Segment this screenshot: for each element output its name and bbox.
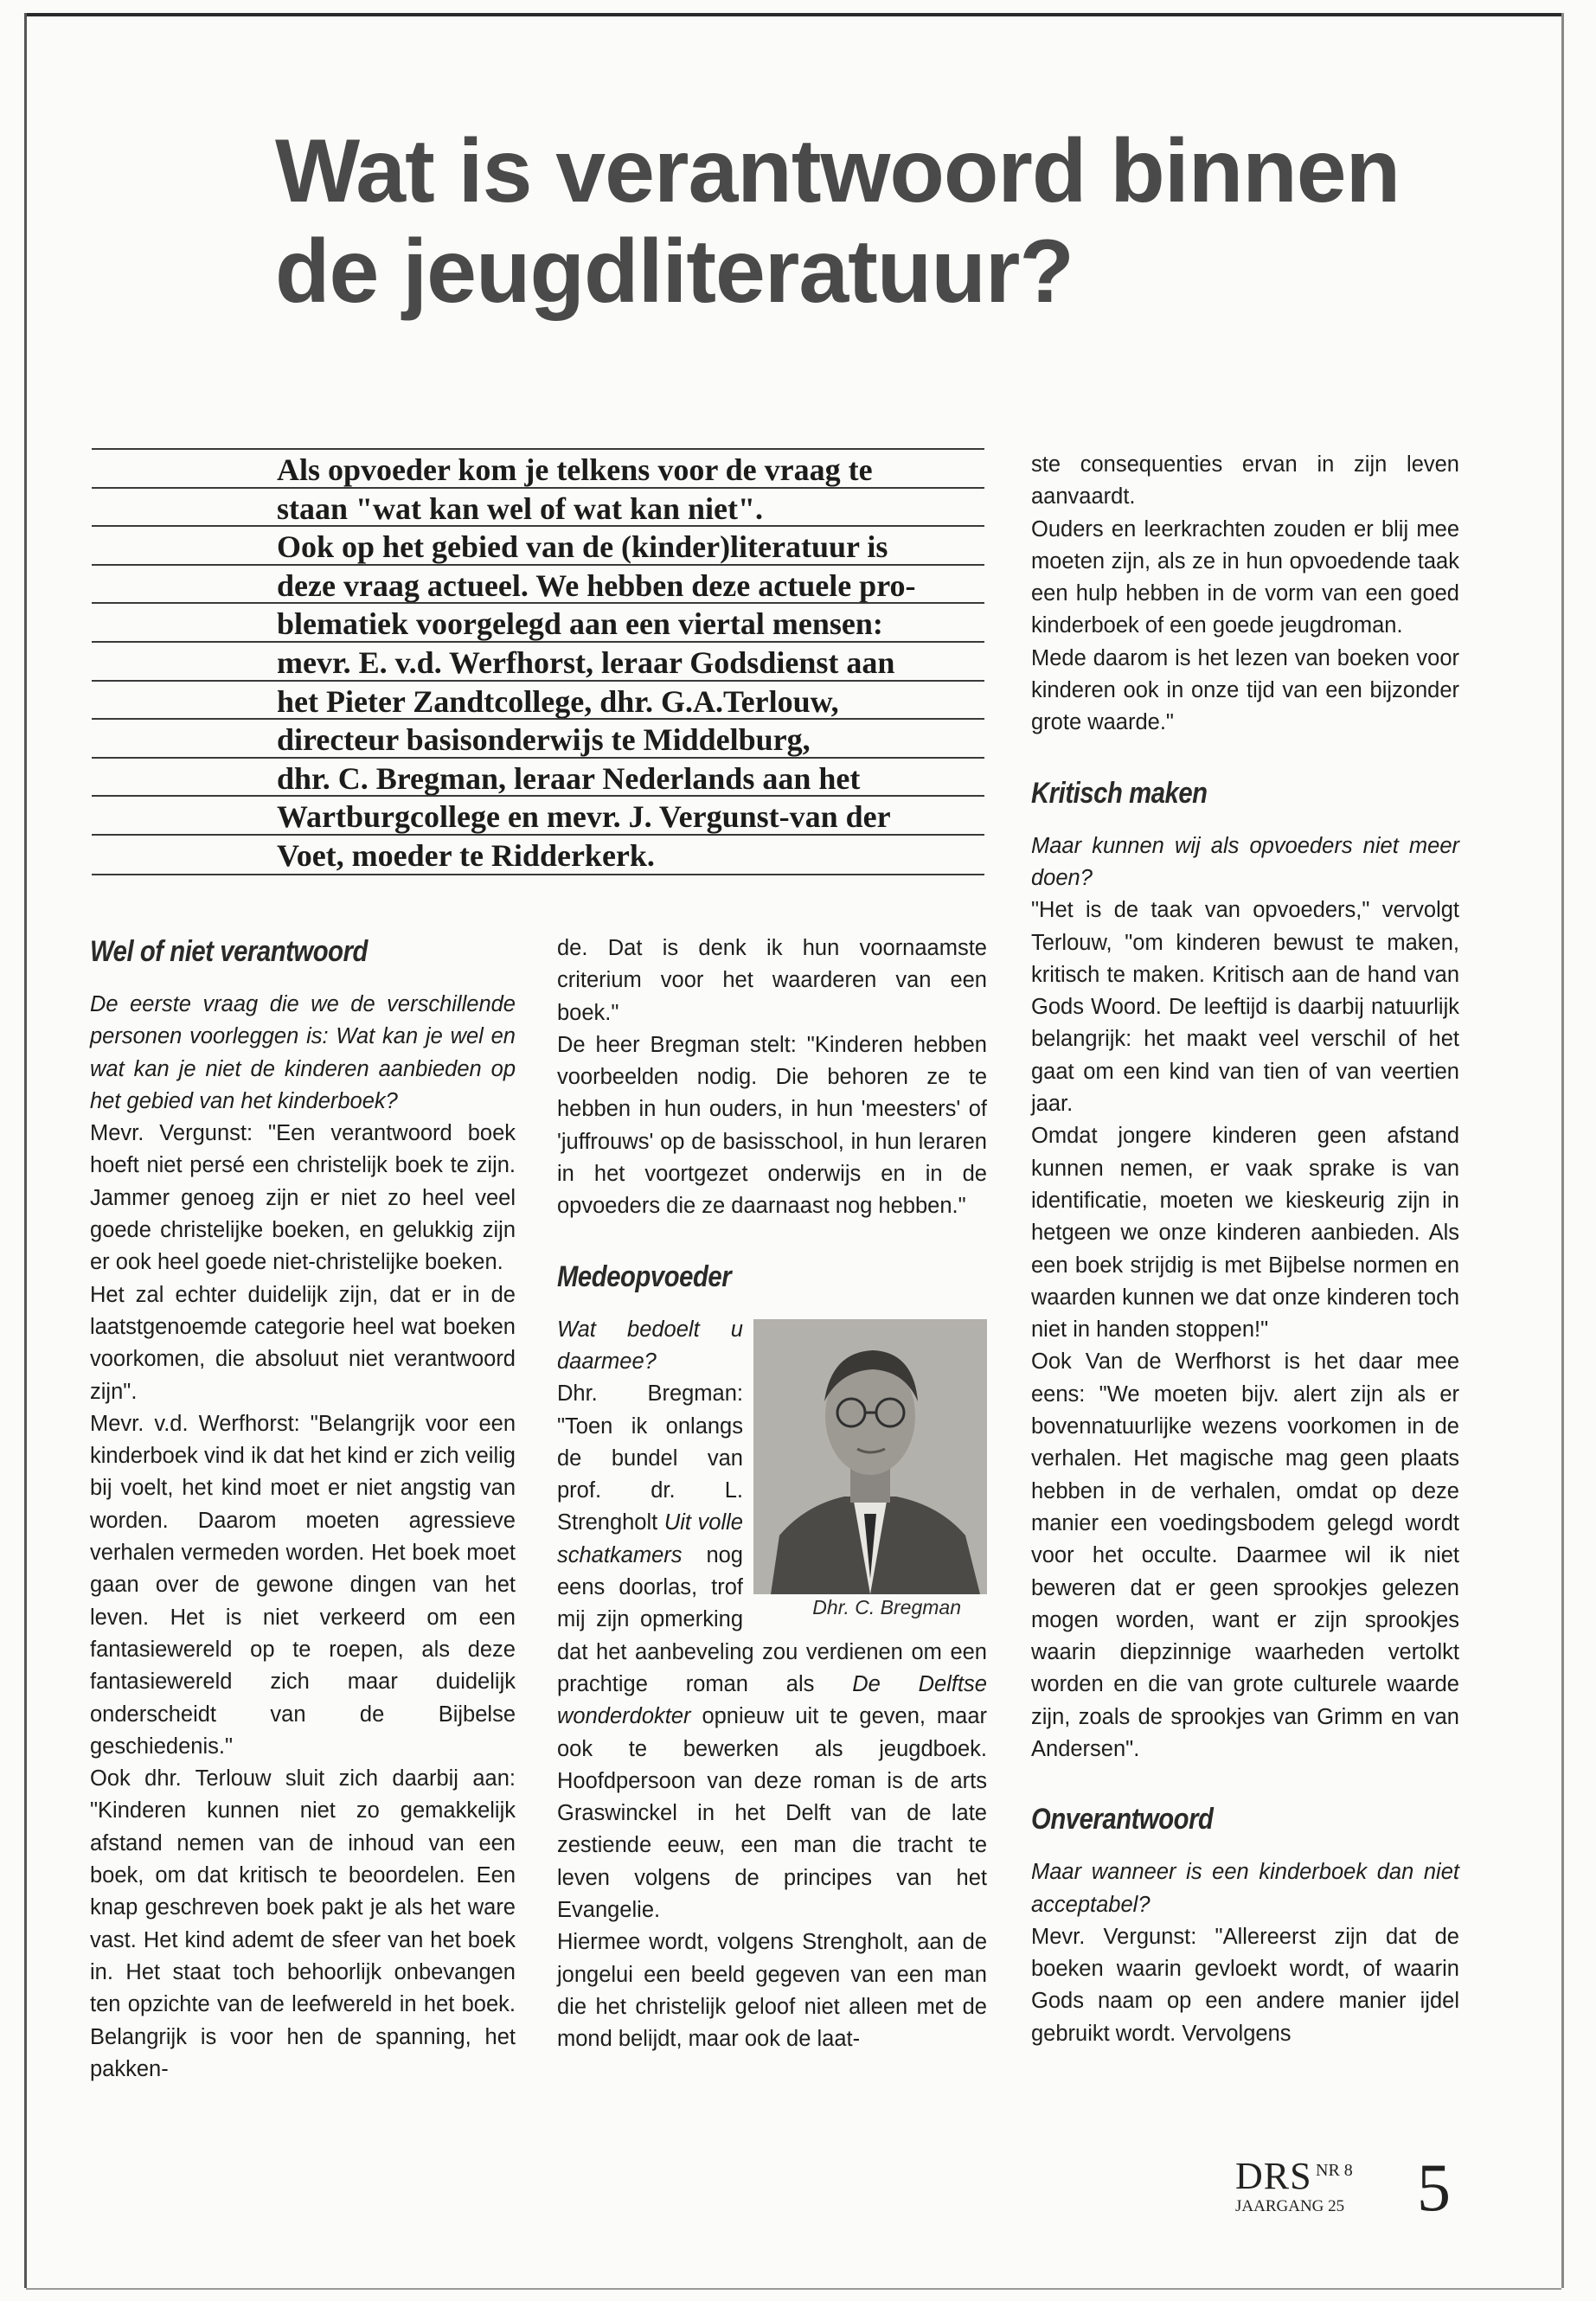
page-number: 5 — [1417, 2150, 1451, 2225]
volume-label: JAARGANG 25 — [1235, 2197, 1345, 2215]
book-title: De Delftse wonderdokter — [557, 1671, 987, 1729]
body-paragraph: Ouders en leerkrachten zouden er blij mee moeten zijn, als ze in hun opvoedende taak een hulp hebben in de vorm van een goed kinderboek of een goede jeugdroman. — [1031, 516, 1459, 638]
body-paragraph: Ook dhr. Terlouw sluit zich daarbij aan: "Kinderen kunnen niet zo gemakkelijk afstand nemen van de inhoud van een boek, om dat kritisch te beoordelen. Een knap geschreven boek pakt je als het ware vast. Het kind ademt de sfeer van het boek in. Het staat toch behoorlijk onbevangen ten opzichte van de leefwereld in het boek. Belangrijk is voor hen de spanning, het pakken- — [90, 1766, 516, 2081]
intro-line: Ook op het gebied van de (kinder)literatuur is — [92, 525, 984, 564]
body-paragraph: Ook Van de Werfhorst is het daar mee eens: "We moeten bijv. alert zijn als er bovennatuurlijke wezens voorkomen in de verhalen. Het magische mag geen plaats hebben in de verhalen, omdat op deze manier een voedingsbodem gelegd wordt voor het occulte. Daarmee wil ik niet beweren dat er geen sprookjes gelezen mogen worden, want er zijn sprookjes waarin diepzinnige waarheden vertolkt worden en die van grote culturele waarde zijn, zoals de sprookjes van Grimm en van Andersen". — [1031, 1349, 1459, 1761]
interview-question: Wat bedoelt u daarmee? — [557, 1317, 743, 1374]
section-heading-medeopvoeder: Medeopvoeder — [557, 1259, 732, 1293]
body-paragraph: Mevr. v.d. Werfhorst: "Belangrijk voor een kinderboek vind ik dat het kind er zich veilig bij voelt, het kind moet er niet angstig van worden. Daarom moeten agressieve verhalen vermeden worden. Het boek moet gaan over de gewone dingen van het leven. Het is niet verkeerd om een fantasiewereld op te roepen, als deze fantasiewereld zich maar duidelijk onderscheidt van de Bijbelse geschiedenis." — [90, 1411, 516, 1759]
intro-line: Voet, moeder te Ridderkerk. — [92, 834, 984, 875]
portrait-figure — [753, 1319, 987, 1620]
body-paragraph: de. Dat is denk ik hun voornaamste criterium voor het waarderen van een boek." — [557, 936, 987, 1025]
intro-line: staan "wat kan wel of wat kan niet". — [92, 487, 984, 526]
section-heading-wel-of-niet: Wel of niet verantwoord — [90, 935, 368, 968]
column-3 — [1031, 449, 1459, 2050]
text-run: nog eens doorlas, trof mij zijn opmerking dat het aanbeveling zou verdienen om een prachtige roman als — [557, 1542, 987, 1696]
body-paragraph: Mevr. Vergunst: "Allereerst zijn dat de boeken waarin gevloekt wordt, of waarin Gods naam op een andere manier ijdel gebruikt wordt. Vervolgens — [1031, 1924, 1459, 2046]
column-2 — [557, 933, 987, 2056]
article-headline — [275, 121, 1521, 323]
text-run: opnieuw uit te geven, maar ook te bewerken als jeugdboek. Hoofdpersoon van deze roman is de arts Graswinckel in het Delft van de late zestiende eeuw, een man die tracht te leven volgens de principes van het Evangelie. — [557, 1704, 987, 1923]
page-border-bottom — [26, 2288, 1561, 2290]
headline-line-2: de jeugdliteratuur? — [275, 221, 1074, 323]
page-border-right — [1561, 13, 1564, 2288]
section-heading-kritisch-maken: Kritisch maken — [1031, 776, 1208, 810]
interview-question: De eerste vraag die we de verschillende personen voorleggen is: Wat kan je wel en wat kan je niet de kinderen aanbieden op het gebied van het kinderboek? — [90, 992, 516, 1113]
intro-line: mevr. E. v.d. Werfhorst, leraar Godsdienst aan — [92, 641, 984, 680]
intro-line: het Pieter Zandtcollege, dhr. G.A.Terlouw, — [92, 680, 984, 719]
body-paragraph: ste consequenties ervan in zijn leven aanvaardt. — [1031, 452, 1459, 510]
intro-block — [92, 448, 984, 875]
body-paragraph: Het zal echter duidelijk zijn, dat er in de laatstgenoemde categorie heel wat boeken voorkomen, die absoluut niet verantwoord zijn". — [90, 1282, 516, 1404]
intro-line: blematiek voorgelegd aan een viertal mensen: — [92, 602, 984, 641]
intro-line: Wartburgcollege en mevr. J. Vergunst-van der — [92, 795, 984, 834]
body-paragraph: De heer Bregman stelt: "Kinderen hebben voorbeelden nodig. Die behoren ze te hebben in hun ouders, in hun 'meesters' of 'juffrouws' op de basisschool, in hun leraren in het voortgezet onderwijs en in de opvoeders die ze daarnaast nog hebben." — [557, 1032, 987, 1219]
body-paragraph: "Het is de taak van opvoeders," vervolgt Terlouw, "om kinderen bewust te maken, kritisch te maken. Kritisch aan de hand van Gods Woord. De leeftijd is daarbij natuurlijk belangrijk: het maakt veel verschil of het gaat om een kind van tien of van veertien jaar. — [1031, 898, 1459, 1117]
interview-question: Maar kunnen wij als opvoeders niet meer doen? — [1031, 833, 1459, 890]
page-footer — [1235, 2150, 1486, 2232]
interview-question: Maar wanneer is een kinderboek dan niet acceptabel? — [1031, 1860, 1459, 1917]
text-run: Dhr. Bregman: "Toen ik onlangs de bundel van prof. dr. L. Strengholt — [557, 1381, 743, 1535]
intro-line: directeur basisonderwijs te Middelburg, — [92, 718, 984, 757]
section-heading-onverantwoord: Onverantwoord — [1031, 1803, 1214, 1836]
portrait-image — [753, 1319, 987, 1594]
intro-line: Als opvoeder kom je telkens voor de vraag te — [92, 448, 984, 487]
magazine-name: DRS — [1235, 2155, 1312, 2197]
photo-caption: Dhr. C. Bregman — [812, 1595, 961, 1618]
body-paragraph: Mevr. Vergunst: "Een verantwoord boek hoeft niet persé een christelijk boek te zijn. Jammer genoeg zijn er niet zo heel veel goede christelijke boeken, en gelukkig zijn er ook heel goede niet-christelijke boeken. — [90, 1121, 516, 1275]
book-title: Uit volle schatkamers — [557, 1510, 743, 1567]
column-1 — [90, 933, 516, 2086]
body-paragraph: Mede daarom is het lezen van boeken voor kinderen ook in onze tijd van een bijzonder grote waarde." — [1031, 645, 1459, 735]
body-paragraph: Hiermee wordt, volgens Strengholt, aan de jongelui een beeld gegeven van een man die het christelijk geloof niet alleen met de mond belijdt, maar ook de laat- — [557, 1930, 987, 2052]
issue-number: NR 8 — [1316, 2161, 1353, 2180]
page-border-left — [24, 13, 27, 2288]
intro-line: dhr. C. Bregman, leraar Nederlands aan het — [92, 757, 984, 796]
headline-line-1: Wat is verantwoord binnen — [275, 121, 1401, 221]
portrait-photo — [753, 1319, 987, 1594]
body-paragraph: Omdat jongere kinderen geen afstand kunnen nemen, er vaak sprake is van identificatie, moeten we kieskeurig zijn in hetgeen we onze kinderen aanbieden. Als een boek strijdig is met Bijbelse normen en waarden kunnen we dat onze kinderen toch niet in handen stoppen!" — [1031, 1124, 1459, 1343]
page-border-top — [26, 13, 1561, 16]
intro-line: deze vraag actueel. We hebben deze actuele pro- — [92, 564, 984, 603]
